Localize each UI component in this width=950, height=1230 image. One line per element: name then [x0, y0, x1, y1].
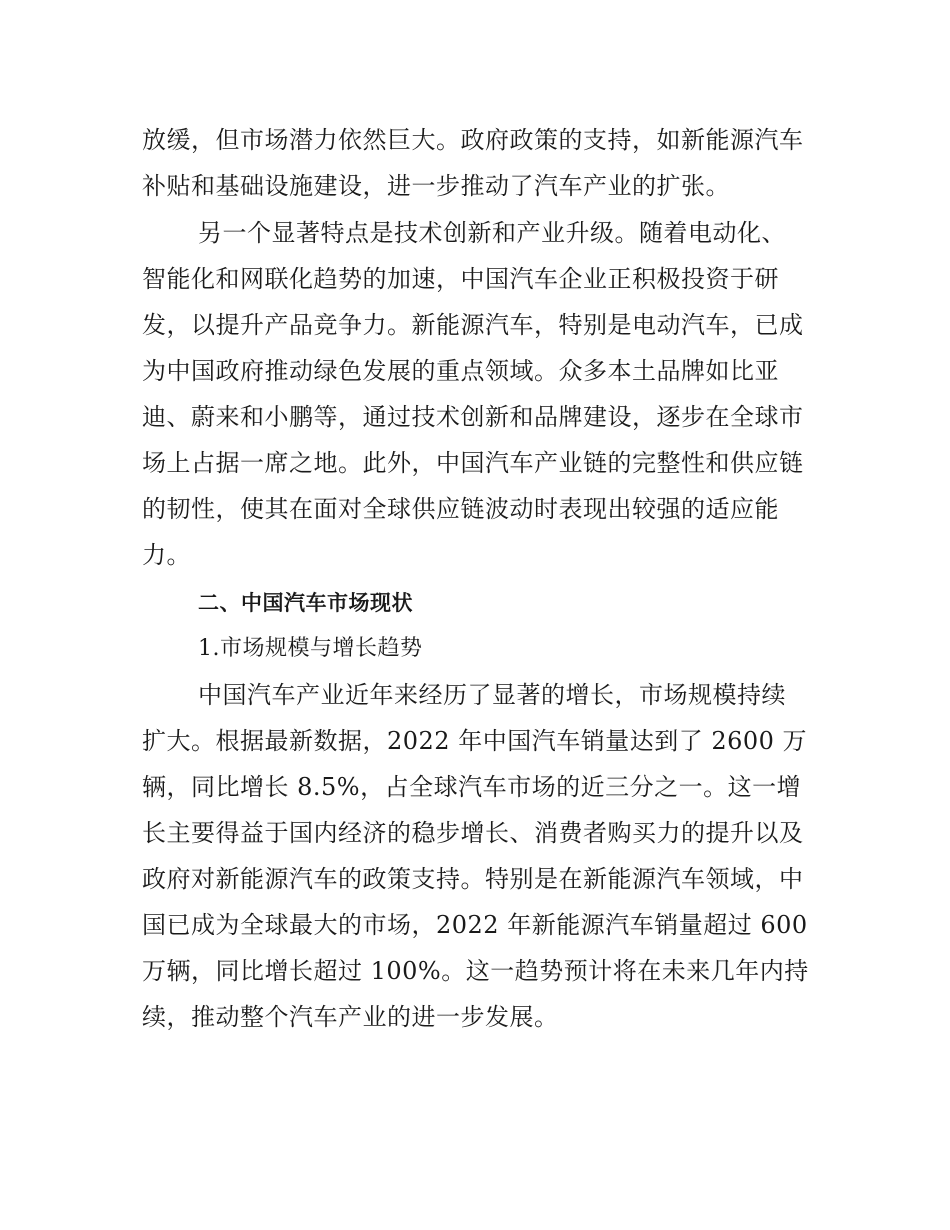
paragraph-line: 长主要得益于国内经济的稳步增长、消费者购买力的提升以及 — [142, 819, 804, 847]
paragraph-line: 发，以提升产品竞争力。新能源汽车，特别是电动汽车，已成 — [142, 311, 804, 339]
paragraph-line: 为中国政府推动绿色发展的重点领域。众多本土品牌如比亚 — [142, 357, 779, 385]
paragraph-line: 辆，同比增长 8.5%，占全球汽车市场的近三分之一。这一增 — [142, 773, 802, 801]
paragraph-line: 场上占据一席之地。此外，中国汽车产业链的完整性和供应链 — [142, 449, 804, 477]
paragraph-line: 国已成为全球最大的市场，2022 年新能源汽车销量超过 600 — [142, 911, 808, 939]
paragraph-line: 另一个显著特点是技术创新和产业升级。随着电动化、 — [198, 219, 786, 247]
paragraph-line: 迪、蔚来和小鹏等，通过技术创新和品牌建设，逐步在全球市 — [142, 403, 804, 431]
paragraph-line: 扩大。根据最新数据，2022 年中国汽车销量达到了 2600 万 — [142, 727, 808, 755]
paragraph-line: 放缓，但市场潜力依然巨大。政府政策的支持，如新能源汽车 — [142, 126, 804, 154]
paragraph-line: 续，推动整个汽车产业的进一步发展。 — [142, 1003, 559, 1031]
paragraph-line: 补贴和基础设施建设，进一步推动了汽车产业的扩张。 — [142, 172, 730, 200]
paragraph-line: 政府对新能源汽车的政策支持。特别是在新能源汽车领域，中 — [142, 865, 804, 893]
paragraph-line: 的韧性，使其在面对全球供应链波动时表现出较强的适应能 — [142, 495, 779, 523]
paragraph-line: 力。 — [142, 541, 191, 569]
paragraph-line: 中国汽车产业近年来经历了显著的增长，市场规模持续 — [198, 681, 786, 709]
paragraph-line: 智能化和网联化趋势的加速，中国汽车企业正积极投资于研 — [142, 265, 779, 293]
subsection-heading: 1.市场规模与增长趋势 — [198, 636, 423, 661]
paragraph-line: 万辆，同比增长超过 100%。这一趋势预计将在未来几年内持 — [142, 957, 809, 985]
section-heading: 二、中国汽车市场现状 — [198, 591, 413, 615]
